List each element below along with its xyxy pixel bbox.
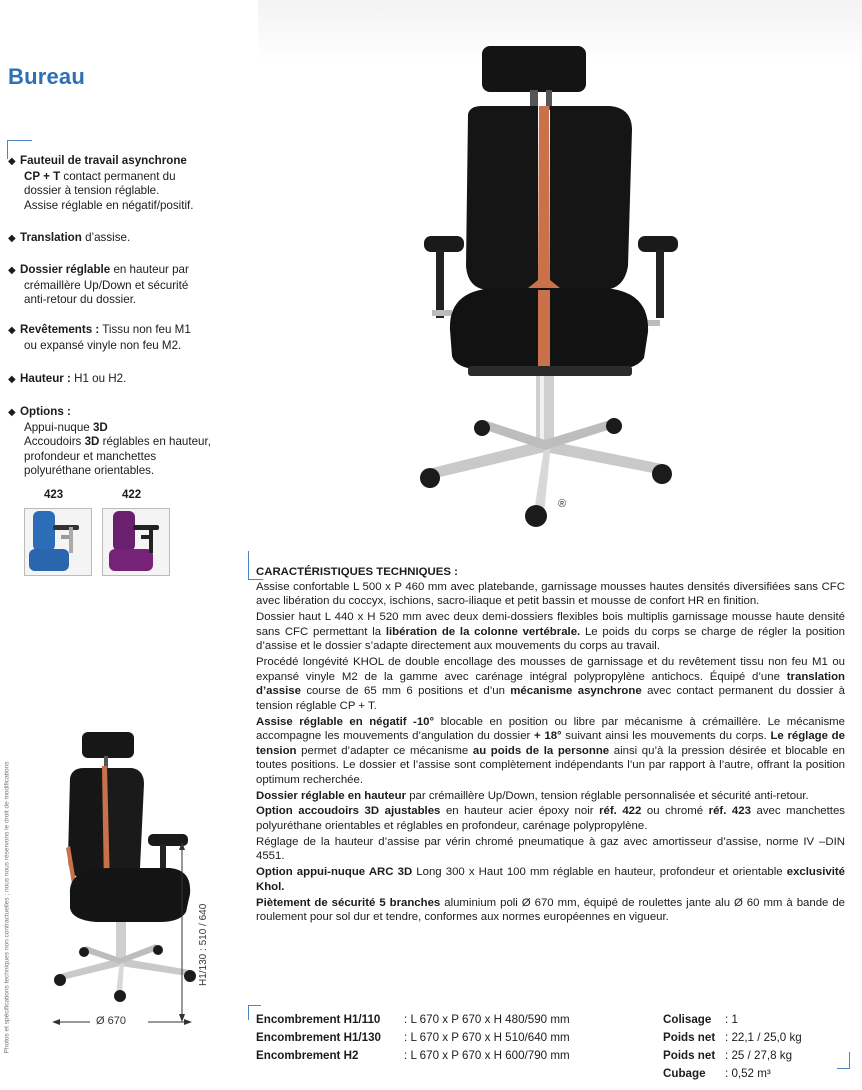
tech-text: Le poids du corps se charge de régler la position d’assise et le dossier s’adapte directement aux mouvements du corps au travail.: [256, 625, 845, 653]
feature-text: profondeur et manchettes: [24, 449, 157, 463]
encombrement-value: : L 670 x P 670 x H 510/640 mm: [404, 1031, 570, 1044]
feature-line: [8, 323, 254, 339]
bullet-icon: ◆: [8, 407, 16, 418]
feature-text: réglables en hauteur,: [99, 435, 211, 449]
tech-text: course de 65 mm 6 positions et d’un: [300, 685, 511, 698]
stat-key: Poids net: [663, 1031, 716, 1044]
table-row: [256, 1011, 570, 1029]
feature-text: ou expansé vinyle non feu M2.: [24, 338, 182, 352]
feature-line: [8, 199, 254, 214]
feature-text: polyuréthane orientables.: [24, 464, 155, 478]
tech-paragraph: [256, 835, 845, 864]
feature-text-bold: Translation: [20, 231, 82, 244]
feature-text: Appui-nuque: [24, 420, 93, 434]
tech-text-bold: au poids de la personne: [472, 744, 610, 757]
feature-text: en hauteur par: [110, 263, 189, 276]
encombrement-key: Encombrement H2: [256, 1049, 359, 1062]
feature-line: [8, 231, 254, 247]
width-dimension-label: Ø 670: [96, 1015, 126, 1027]
tech-text: avec manchettes polyuréthane orientables et réglables en profondeur, carénage polypropylène.: [256, 805, 845, 833]
feature-text-bold: 3D: [92, 420, 108, 434]
tech-text: suivant ainsi les mouvements du corps.: [561, 730, 771, 743]
feature-line: [8, 405, 254, 421]
feature-item: [8, 154, 254, 213]
table-row: [256, 1047, 570, 1065]
bullet-icon: ◆: [8, 156, 16, 167]
stat-key: Poids net: [663, 1049, 716, 1062]
feature-text: anti-retour du dossier.: [24, 293, 137, 307]
tech-text-bold: Dossier réglable en hauteur: [256, 789, 407, 802]
encombrement-table: [256, 1011, 570, 1065]
feature-text: d’assise.: [81, 231, 131, 244]
feature-line: [8, 293, 254, 308]
feature-item: [8, 231, 254, 247]
legal-note: Photos et spécifications techniques non contractuelles ; nous nous réservons le droit de modifications: [3, 761, 11, 1054]
armrest-ref-black: 422: [122, 489, 142, 501]
tech-text: en hauteur acier époxy noir: [440, 805, 600, 818]
stat-key: Colisage: [663, 1013, 712, 1026]
tech-text: ou chromé: [641, 805, 709, 818]
encombrement-key: Encombrement H1/110: [256, 1013, 381, 1026]
feature-text: contact permanent du: [60, 169, 176, 183]
feature-text-bold: Dossier réglable: [20, 263, 111, 276]
armrest-black-image: [102, 508, 170, 576]
tech-text: permet d’adapter ce mécanisme: [296, 744, 473, 757]
tech-text: par crémaillère Up/Down, tension réglable personnalisée et sécurité anti-retour.: [406, 789, 809, 802]
tech-text: aluminium poli Ø 670 mm, équipé de roulettes jante alu Ø 60 mm à bande de roulement pour sol dur et tendre, conformes aux normes européennes en vigueur.: [256, 896, 845, 924]
tech-text-bold: réf. 422: [599, 805, 642, 818]
registered-mark: ®: [558, 498, 567, 510]
bullet-icon: ◆: [8, 374, 16, 385]
bullet-icon: ◆: [8, 325, 16, 336]
tech-text: Procédé longévité KHOL de double encollage des mousses de garnissage et du revêtement tissu non feu M1 ou expansé vinyle M2 de la gamme avec carénage intégral polypropylène antichocs. Équipé d’une: [256, 655, 845, 683]
feature-item: [8, 323, 254, 353]
feature-line: [8, 184, 254, 199]
feature-line: [8, 435, 254, 450]
feature-text-bold: Fauteuil de travail asynchrone: [20, 154, 187, 167]
feature-text: Assise réglable en négatif/positif.: [24, 198, 194, 212]
tech-paragraph: [256, 865, 845, 894]
tech-heading: CARACTÉRISTIQUES TECHNIQUES :: [256, 566, 458, 578]
tech-text-bold: + 18°: [534, 730, 562, 743]
tech-text-bold: Piètement de sécurité 5 branches: [256, 896, 441, 909]
tech-body: [256, 580, 845, 925]
feature-item: [8, 263, 254, 308]
tech-text-bold: exclusivité Khol.: [256, 866, 845, 893]
feature-line: [8, 154, 254, 170]
bullet-icon: ◆: [8, 233, 16, 244]
corner-mark: [837, 1052, 850, 1069]
feature-text-bold: Hauteur :: [20, 372, 71, 385]
tech-paragraph: [256, 804, 845, 833]
bullet-icon: ◆: [8, 265, 16, 276]
stat-value: : 22,1 / 25,0 kg: [725, 1031, 802, 1044]
tech-text-bold: Option accoudoirs 3D ajustables: [256, 805, 441, 818]
table-row: [663, 1011, 802, 1029]
height-dimension-arrow: [172, 842, 192, 1022]
tech-text-bold: Le réglage de tension: [256, 730, 845, 757]
feature-text-bold: 3D: [84, 435, 100, 449]
feature-text: H1 ou H2.: [70, 372, 127, 385]
feature-text: crémaillère Up/Down et sécurité: [24, 278, 189, 292]
encombrement-value: : L 670 x P 670 x H 480/590 mm: [404, 1013, 570, 1026]
tech-text: Dossier haut L 440 x H 520 mm avec deux demi-dossiers flexibles bois multiplis garnissage mousse haute densité sans CFC permettant la: [256, 610, 845, 638]
tech-text-bold: mécanisme asynchrone: [510, 685, 642, 698]
feature-text: dossier à tension réglable.: [24, 184, 160, 198]
tech-paragraph: [256, 896, 845, 925]
tech-paragraph: [256, 610, 845, 654]
feature-line: [8, 170, 254, 185]
feature-line: [8, 339, 254, 354]
table-row: [663, 1029, 802, 1047]
tech-text-bold: Assise réglable en négatif -10°: [256, 715, 435, 728]
tech-text: Assise confortable L 500 x P 460 mm avec platebande, garnissage mousses hautes densités diversifiées sans CFC avec libération du coccyx, ischions, sacro-iliaque et petit bassin et mousse de confort HR en finition.: [256, 580, 845, 608]
chair-main-image: [410, 40, 700, 535]
tech-text-bold: translation d’assise: [256, 670, 845, 698]
armrest-ref-chrome: 423: [44, 489, 64, 501]
tech-text-bold: réf. 423: [708, 805, 751, 818]
tech-section: [256, 565, 845, 926]
feature-line: [8, 464, 254, 479]
table-row: [663, 1065, 802, 1083]
feature-line: [8, 279, 254, 294]
feature-line: [8, 450, 254, 465]
feature-line: [8, 372, 254, 388]
stat-value: : 0,52 m³: [725, 1067, 771, 1080]
feature-text: Accoudoirs: [24, 435, 85, 449]
tech-text: Réglage de la hauteur d’assise par vérin chromé pneumatique à gaz avec amortisseur d’assise, norme IV –DIN 4551.: [256, 835, 845, 863]
tech-text-bold: Option appui-nuque ARC 3D: [256, 866, 413, 879]
feature-text-bold: Options :: [20, 405, 71, 418]
feature-line: [8, 263, 254, 279]
encombrement-key: Encombrement H1/130: [256, 1031, 382, 1044]
tech-paragraph: [256, 715, 845, 788]
tech-text: Long 300 x Haut 100 mm réglable en hauteur, profondeur et orientable: [412, 866, 787, 879]
tech-text-bold: libération de la colonne vertébrale.: [385, 625, 581, 638]
feature-line: [8, 421, 254, 436]
feature-text-bold: Revêtements :: [20, 323, 100, 336]
feature-text-bold: CP + T: [24, 169, 61, 183]
stat-value: : 1: [725, 1013, 738, 1026]
tech-paragraph: [256, 789, 845, 804]
feature-text: Tissu non feu M1: [99, 323, 191, 336]
stat-key: Cubage: [663, 1067, 706, 1080]
page-title: Bureau: [8, 64, 85, 89]
feature-item: [8, 405, 254, 479]
stat-value: : 25 / 27,8 kg: [725, 1049, 793, 1062]
table-row: [663, 1047, 802, 1065]
tech-text: blocable en position ou libre par mécanisme à crémaillère. Le mécanisme accompagne les mouvements d’angulation du dossier: [256, 715, 845, 743]
tech-text: avec contact permanent du dossier à tension réglable CP + T.: [256, 685, 845, 712]
armrest-chrome-image: [24, 508, 92, 576]
table-row: [256, 1029, 570, 1047]
stats-table: [663, 1011, 802, 1083]
tech-paragraph: [256, 655, 845, 713]
feature-item: [8, 372, 254, 388]
tech-text: ainsi qu’à la pression désirée et blocable en toutes positions. Le dossier et l’assise sont complètement indépendants l’un par rapport à l’autre, offrant la position optimum recherchée.: [256, 744, 845, 786]
tech-paragraph: [256, 580, 845, 609]
height-dimension-label: H1/130 : 510 / 640: [198, 903, 209, 986]
encombrement-value: : L 670 x P 670 x H 600/790 mm: [404, 1049, 570, 1062]
